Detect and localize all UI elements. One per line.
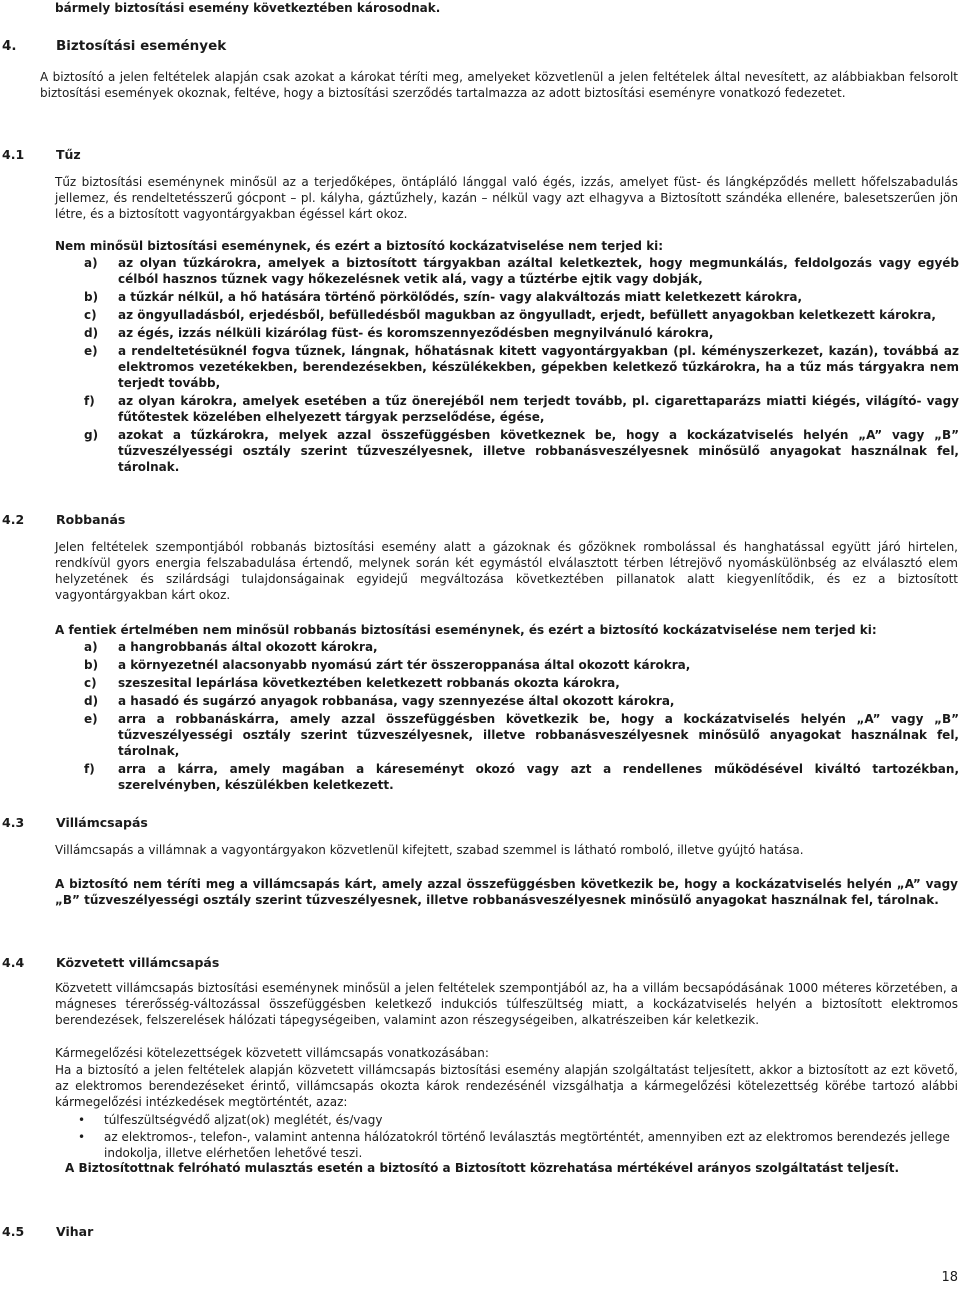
section-4-3-heading [2, 815, 148, 831]
karmegelozes-text: Ha a biztosító a jelen feltételek alapján közvetett villámcsapás biztosítási esemény alapján szolgáltatást teljesített, akkor a biztosított az ezt követő, az elektromos berendezéseket érintő, villámcsapás okozta károk rendezésénél vizsgálhatja a kármegelőzési kötelezettség körébe tartozó alábbi kármegelőzési intézkedések megtörténtét, azaz: [55, 1063, 958, 1109]
bullet-icon: • [78, 1130, 86, 1144]
section-4-2-heading [2, 512, 125, 528]
list-item: • túlfeszültségvédő aljzat(ok) meglétét, és/vagy [74, 1112, 958, 1128]
karmegelozes-bullets [74, 1112, 958, 1162]
robbanas-exclusion-list [84, 639, 959, 795]
section-number: 4.2 [2, 512, 25, 527]
section-title: Vihar [56, 1224, 94, 1239]
list-item: f) az olyan károkra, amelyek esetében a tűz önerejéből nem terjedt tovább, pl. cigarettaparázs miatti kiégés, világító- vagy fűtőtestek közelében elhelyezett tárgyak perzselődése, égése, [84, 394, 959, 424]
list-item: e) a rendeltetésüknél fogva tűznek, lángnak, hőhatásnak kitett vagyontárgyakban (pl. kéményszerkezet, kazán), továbbá az elektromos vezetékekben, berendezésekben, készülékekben, gépekben keletkező tűzkárokra, ha a tűz más tárgyakra nem terjedt tovább, [84, 344, 959, 390]
intro-tail: bármely biztosítási esemény következtében károsodnak. [55, 1, 441, 15]
list-item: e) arra a robbanáskárra, amely azzal összefüggésben következik be, hogy a kockázatviselés helyén „A” vagy „B” tűzveszélyességi osztály szerint tűzveszélyesnek, illetve robbanásveszélyesnek minősülő anyagokat használnak fel, tárolnak, [84, 712, 959, 758]
tuz-definition: Tűz biztosítási eseménynek minősül az a terjedőképes, öntápláló lánggal való égés, izzás, amelyet füst- és lángképződés mellett hőfelszabadulás jellemez, és rendeltetésszerű gócpont – pl. kályha, gáztűzhely, kazán – nélkül vagy azt elhagyva a Biztosított szándéka ellenére, balesetszerűen jön létre, és a biztosított vagyontárgyakban égéssel kárt okoz. [55, 175, 958, 221]
list-item: a) a hangrobbanás által okozott károkra, [84, 640, 378, 654]
section-4-4-heading [2, 955, 219, 971]
tuz-exclusion-intro: Nem minősül biztosítási eseménynek, és ezért a biztosító kockázatviselése nem terjed ki: [55, 239, 664, 253]
robbanas-definition: Jelen feltételek szempontjából robbanás biztosítási esemény alatt a gázoknak és gőzöknek rombolással és hanghatással együtt járó hirtelen, rendkívül gyors energia felszabadulása értendő, melynek során két egymástól elválasztott térben létrejövő nyomáskülönbség az elválasztó elem helyzetének és szilárdsági tulajdonságainak egyidejű megváltozása következtében pillanatok alatt kiegyenlítődik, és ez a biztosított vagyontárgyakban kárt okoz. [55, 540, 958, 602]
list-item: c) az öngyulladásból, erjedésből, befülledésből magukban az öngyulladt, erjedt, befüllett anyagokban keletkezett károkra, [84, 308, 936, 322]
section-title: Robbanás [56, 512, 126, 527]
section-title: Tűz [56, 147, 81, 162]
kozvetett-definition: Közvetett villámcsapás biztosítási eseménynek minősül a jelen feltételek szempontjából az, ha a villám becsapódásának 1000 méteres körzetében, a mágneses térerősség-változással összefüggésben keletkező indukciós túlfeszültség miatt, a kockázatviselés helyén a biztosított elektromos berendezések, felszerelések hálózati tápegységeiben, valamint azon részegységeiben, alkatrészeiben kár keletkezik. [55, 981, 958, 1027]
section-4-heading [2, 38, 226, 54]
list-item: d) a hasadó és sugárzó anyagok robbanása, vagy szennyezése által okozott károkra, [84, 694, 675, 708]
list-item: b) a környezetnél alacsonyabb nyomású zárt tér összeroppanása által okozott károkra, [84, 658, 691, 672]
list-item: b) a tűzkár nélkül, a hő hatására történő pörkölődés, szín- vagy alakváltozás miatt keletkezett károkra, [84, 290, 803, 304]
section-number: 4.4 [2, 955, 25, 970]
section-4-1-heading [2, 147, 81, 163]
villamcsapas-exclusion: A biztosító nem téríti meg a villámcsapás kárt, amely azzal összefüggésben következik be, hogy a kockázatviselés helyén „A” vagy „B” tűzveszélyességi osztály szerint tűzveszélyesnek, illetve robbanásveszélyesnek minősülő anyagokat használnak fel, tárolnak. [55, 877, 958, 907]
tuz-exclusion-list [84, 255, 959, 477]
list-item: • az elektromos-, telefon-, valamint antenna hálózatokról történő leválasztás megtörténtét, amennyiben ezt az elektromos berendezés jellege indokolja, illetve elérhetően lehetővé teszi. [74, 1129, 958, 1161]
robbanas-exclusion-intro: A fentiek értelmében nem minősül robbanás biztosítási eseménynek, és ezért a biztosító kockázatviselése nem terjed ki: [55, 623, 877, 637]
list-item: d) az égés, izzás nélküli kizárólag füst- és koromszennyeződésben megnyilvánuló károkra, [84, 326, 714, 340]
list-item: a) az olyan tűzkárokra, amelyek a biztosított tárgyakban azáltal keletkeztek, hogy megmunkálás, feldolgozás vagy egyéb célból hasznos tűznek vagy hőkezelésnek vetik alá, vagy a tűztérbe ejtik vagy dobják, [84, 256, 959, 286]
list-item: c) szeszesital lepárlása következtében keletkezett robbanás okozta károkra, [84, 676, 620, 690]
section-4-text: A biztosító a jelen feltételek alapján csak azokat a károkat téríti meg, amelyeket közvetlenül a jelen feltételek által nevesített, az alábbiakban felsorolt biztosítási események okoznak, feltéve, hogy a biztosítási szerződés tartalmazza az adott biztosítási eseményre vonatkozó fedezetet. [40, 70, 958, 100]
section-number: 4.3 [2, 815, 25, 830]
kozvetett-closing: A Biztosítottnak felróható mulasztás esetén a biztosító a Biztosított közrehatása mértékével arányos szolgáltatást teljesít. [65, 1161, 900, 1175]
section-number: 4.5 [2, 1224, 25, 1239]
section-4-5-heading [2, 1224, 93, 1240]
page-number: 18 [941, 1270, 958, 1285]
villamcsapas-definition: Villámcsapás a villámnak a vagyontárgyakon közvetlenül kifejtett, szabad szemmel is látható romboló, illetve gyújtó hatása. [55, 843, 804, 857]
bullet-icon: • [78, 1113, 86, 1127]
section-title: Közvetett villámcsapás [56, 955, 220, 970]
karmegelozes-title: Kármegelőzési kötelezettségek közvetett villámcsapás vonatkozásában: [55, 1046, 489, 1060]
section-title: Biztosítási események [56, 38, 227, 54]
list-item: g) azokat a tűzkárokra, melyek azzal összefüggésben következnek be, hogy a kockázatviselés helyén „A” vagy „B” tűzveszélyességi osztály szerint tűzveszélyesnek, illetve robbanásveszélyesnek minősülő anyagokat használnak fel, tárolnak. [84, 428, 959, 474]
section-title: Villámcsapás [56, 815, 148, 830]
section-number: 4.1 [2, 147, 25, 162]
section-number: 4. [2, 38, 17, 54]
list-item: f) arra a kárra, amely magában a káreseményt okozó vagy azt a rendellenes működésével kiváltó tartozékban, szerelvényben, készülékben keletkezett. [84, 762, 959, 792]
